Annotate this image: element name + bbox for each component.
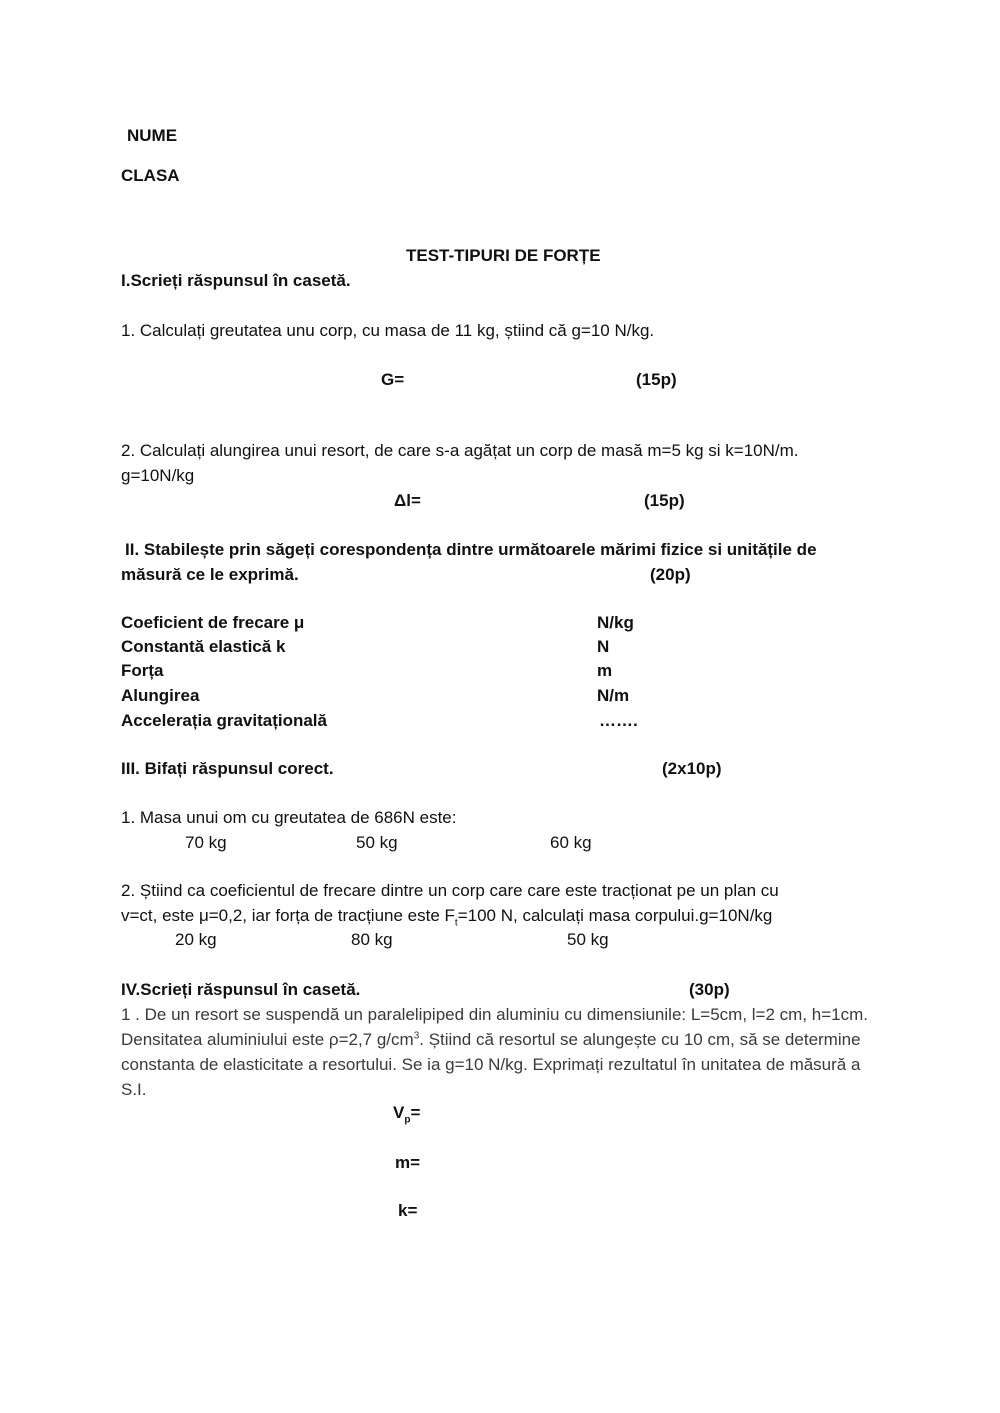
section1-q2-answer-label: Δl= (394, 491, 421, 510)
section3-q1-text: 1. Masa unui om cu greutatea de 686N este: (121, 808, 457, 827)
answer-option[interactable]: 80 kg (351, 930, 393, 949)
section2-points: (20p) (650, 565, 691, 584)
answer-option[interactable]: 60 kg (550, 833, 592, 852)
quantity-item[interactable]: Constantă elastică k (121, 637, 286, 656)
section1-q1-answer-box[interactable] (408, 369, 608, 391)
section3-points: (2x10p) (662, 759, 722, 778)
volume-answer-label: $V_p=$ (393, 1103, 421, 1126)
quantity-item[interactable]: Forța (121, 661, 164, 680)
section1-q1-text: 1. Calculați greutatea unu corp, cu masa de 11 kg, știind că g=10 N/kg. (121, 321, 655, 340)
class-label: CLASA (121, 166, 180, 185)
mass-answer-label: m= (395, 1153, 421, 1172)
section2-heading-line1: II. Stabilește prin săgeți corespondența dintre următoarele mărimi fizice si unitățile de (125, 540, 817, 559)
quantity-item[interactable]: Alungirea (121, 686, 200, 705)
section1-q2-text-line1: 2. Calculați alungirea unui resort, de care s-a agățat un corp de masă m=5 kg si k=10N/m. (121, 441, 799, 460)
section4-heading: IV.Scrieți răspunsul în casetă. (121, 980, 361, 999)
section1-q1-answer-label: G= (381, 370, 405, 389)
name-label: NUME (127, 126, 178, 145)
answer-option[interactable]: 50 kg (356, 833, 398, 852)
section2-heading-line2: măsură ce le exprimă. (121, 565, 299, 584)
section4-points: (30p) (689, 980, 730, 999)
unit-item[interactable]: ……. (599, 711, 638, 730)
section1-q2-text-line2: g=10N/kg (121, 466, 195, 485)
section1-q1-points: (15p) (636, 370, 677, 389)
unit-item[interactable]: m (597, 661, 613, 680)
volume-answer-box[interactable] (428, 1102, 678, 1124)
answer-option[interactable]: 50 kg (567, 930, 609, 949)
section4-problem-text: 1 . De un resort se suspendă un paralelipiped din aluminiu cu dimensiunile: L=5cm, l=2 cm, h=1cm. Densitatea aluminiului este ρ=2,7 $g/cm^3$. Știind că resortul se alungește cu 10 cm, să se determine constanta de elasticitate a resortului. Se ia g=10 N/kg. Exprimați rezultatul în unitatea de măsură a S.I. (121, 1005, 868, 1099)
section3-q2-text-line2: v=ct, este μ=0,2, iar forța de tracțiune este $F_t=100$ N, calculați masa corpului.g=10N/kg (121, 906, 773, 929)
page-title: TEST-TIPURI DE FORȚE (406, 246, 601, 265)
answer-option[interactable]: 70 kg (185, 833, 227, 852)
unit-item[interactable]: N (597, 637, 610, 656)
section3-heading: III. Bifați răspunsul corect. (121, 759, 334, 778)
constant-answer-label: k= (398, 1201, 418, 1220)
unit-item[interactable]: N/kg (597, 613, 634, 632)
section1-q2-answer-box[interactable] (425, 490, 625, 512)
mass-answer-box[interactable] (428, 1152, 678, 1174)
quantity-item[interactable]: Accelerația gravitațională (121, 711, 327, 730)
section1-heading: I.Scrieți răspunsul în casetă. (121, 271, 351, 290)
quantity-item[interactable]: Coeficient de frecare μ (121, 613, 305, 632)
section1-q2-points: (15p) (644, 491, 685, 510)
answer-option[interactable]: 20 kg (175, 930, 217, 949)
unit-item[interactable]: N/m (597, 686, 630, 705)
section3-q2-text-line1: 2. Știind ca coeficientul de frecare dintre un corp care care este tracționat pe un plan cu (121, 881, 779, 900)
constant-answer-box[interactable] (428, 1200, 678, 1222)
